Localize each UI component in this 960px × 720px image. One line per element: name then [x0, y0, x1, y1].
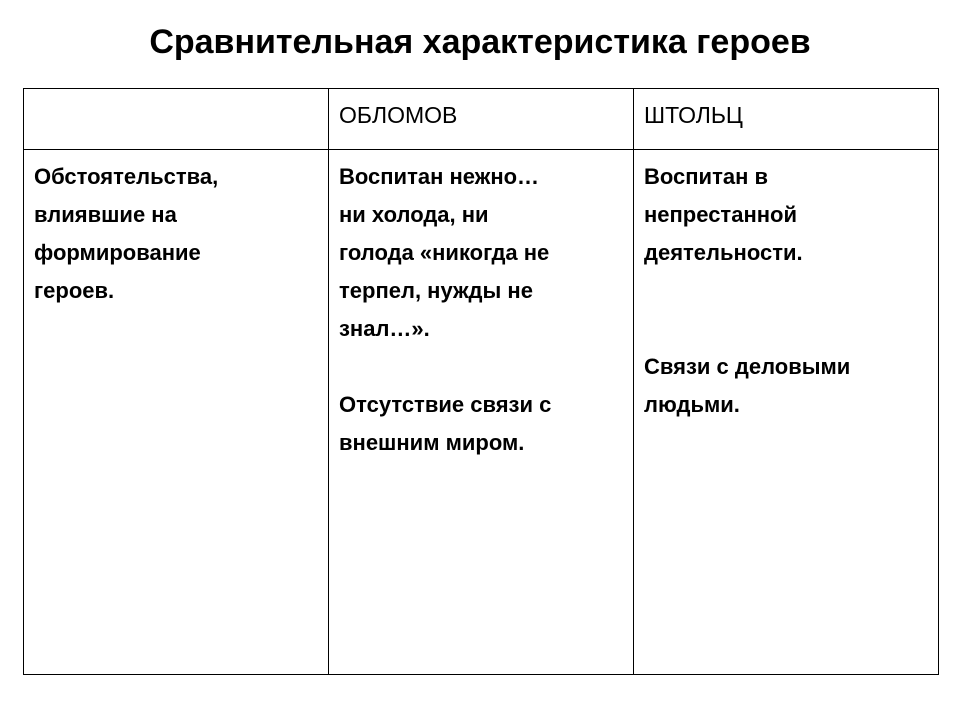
- oblomov-cell: [329, 150, 634, 675]
- row-label-text: Обстоятельства, влиявшие на формирование героев.: [34, 164, 219, 303]
- stolz-cell: [634, 150, 939, 675]
- header-cell-empty: [24, 89, 329, 150]
- table-header-row: [24, 89, 939, 150]
- header-cell-stolz: ШТОЛЬЦ: [634, 89, 939, 150]
- slide-title: Сравнительная характеристика героев: [149, 23, 811, 61]
- oblomov-connections-text: Отсутствие связи с внешним миром.: [339, 392, 552, 455]
- stolz-upbringing-text: Воспитан в непрестанной деятельности.: [644, 164, 803, 265]
- oblomov-upbringing-text: Воспитан нежно… ни холода, ни голода «никогда не терпел, нужды не знал…».: [339, 164, 550, 341]
- comparison-table: [23, 88, 939, 675]
- table-row: [24, 150, 939, 675]
- header-cell-oblomov: ОБЛОМОВ: [329, 89, 634, 150]
- stolz-connections-text: Связи с деловыми людьми.: [644, 354, 851, 417]
- row-label-cell: [24, 150, 329, 675]
